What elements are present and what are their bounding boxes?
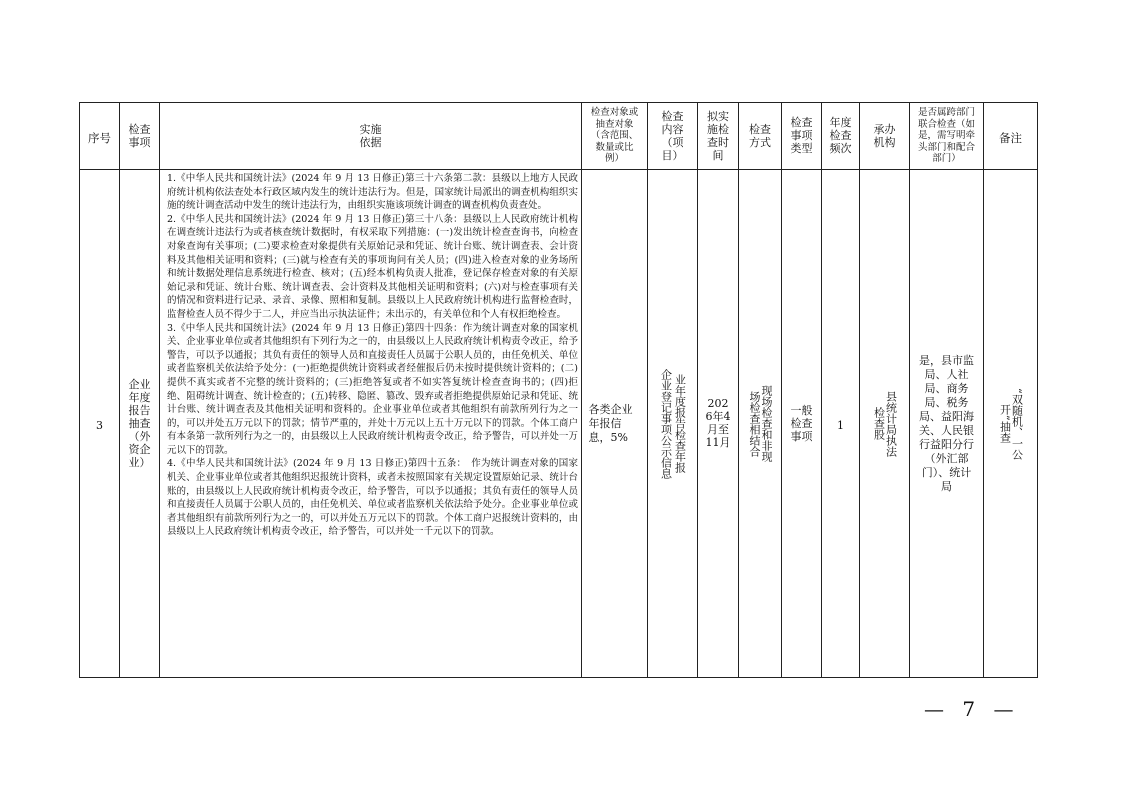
header-freq: 年度检查频次 xyxy=(822,103,860,170)
cell-org xyxy=(860,170,910,678)
header-type: 检查事项类型 xyxy=(782,103,822,170)
content-col-1: 企业登记事项公示信息 xyxy=(659,368,673,479)
basis-paragraph-3: 3.《中华人民共和国统计法》(2024 年 9 月 13 日修正)第四十四条：作为统计调查对象的国家机关、企业事业单位或者其他组织有下列行为之一的，由县级以上人民政府统计机构责令改正，给予警告，可以予以通报；其负有责任的领导人员和直接责任人员属于公职人员的，由任免机关、单位或者监察机关依法给予处分：(一)拒绝提供统计资料或者经催报后仍未按时提供统计资料的；(二)提供不真实或者不完整的统计资料的；(三)拒绝答复或者不如实答复统计检查查询书的；(四)拒绝、阻碍统计调查、统计检查的；(五)转移、隐匿、篡改、毁弃或者拒绝提供原始记录和凭证、统计台账、统计调查表及其他相关证明和资料的。企业事业单位或者其他组织有前款所列行为之一的，可以并处五万元以下的罚款；情节严重的，并处十万元以上五十万元以下的罚款。个体工商户有本条第一款所列行为之一的，由县级以上人民政府统计机构责令改正，给予警告，可以并处一万元以下的罚款。 xyxy=(167,322,578,456)
cell-freq: 1 xyxy=(822,170,860,678)
page-number: — 7 — xyxy=(924,697,1020,721)
basis-paragraph-1: 1.《中华人民共和国统计法》(2024 年 9 月 13 日修正)第三十六条第二款：县级以上地方人民政府统计机构依法查处本行政区域内发生的统计违法行为。但是，国家统计局派出的调查机构组织实施的统计调查活动中发生的统计违法行为，由组织实施该项统计调查的调查机构负责查处。 xyxy=(167,173,578,212)
header-org: 承办机构 xyxy=(860,103,910,170)
basis-paragraph-4: 4.《中华人民共和国统计法》(2024 年 9 月 13 日修正)第四十五条： 作为统计调查对象的国家机关、企业事业单位或者其他组织迟报统计资料，或者未按照国家有关规定设置原始记录、统计台账的，由县级以上人民政府统计机构责令改正，给予警告，可以予以通报；其负有责任的领导人员和直接责任人员属于公职人员的，由任免机关、单位或者监察机关依法给予处分。企业事业单位或者其他组织有前款所列行为之一的，可以并处五万元以下的罚款。个体工商户迟报统计资料的，由县级以上人民政府统计机构责令改正，给予警告，可以并处一千元以下的罚款。 xyxy=(167,458,578,538)
header-joint: 是否属跨部门联合检查（如是，需写明牵头部门和配合部门） xyxy=(910,103,984,170)
note-text: “双随机、一公开”抽查 xyxy=(998,387,1024,460)
basis-paragraph-2: 2.《中华人民共和国统计法》(2024 年 9 月 13 日修正)第三十八条：县级以上人民政府统计机构在调查统计违法行为或者核查统计数据时，有权采取下列措施：(一)发出统计检查查询书，向检查对象查询有关事项；(二)要求检查对象提供有关原始记录和凭证、统计台账、统计调查表、会计资料及其他相关证明和资料；(三)就与检查有关的事项询问有关人员；(四)进入检查对象的业务场所和统计数据处理信息系统进行检查、核对；(五)经本机构负责人批准，登记保存检查对象的有关原始记录和凭证、统计台账、统计调查表、会计资料及其他相关证明和资料；(六)对与检查事项有关的情况和资料进行记录、录音、录像、照相和复制。县级以上人民政府统计机构进行监督检查时，监督检查人员不得少于二人，并应当出示执法证件；未出示的，有关单位和个人有权拒绝检查。 xyxy=(167,213,578,320)
header-time: 拟实施检查时间 xyxy=(698,103,739,170)
table-row xyxy=(80,170,1038,678)
header-target: 检查对象或抽查对象（含范围、数量或比例） xyxy=(582,103,648,170)
header-basis: 实施依据 xyxy=(160,103,582,170)
header-note: 备注 xyxy=(984,103,1038,170)
cell-time: 2026年4月至11月 xyxy=(698,170,739,678)
header-row xyxy=(80,103,1038,170)
cell-content xyxy=(648,170,698,678)
cell-no: 3 xyxy=(80,170,120,678)
cell-type: 一般检查事项 xyxy=(782,170,822,678)
cell-target: 各类企业年报信息，5% xyxy=(582,170,648,678)
org-text: 县统计局执法检查股 xyxy=(872,390,898,457)
cell-note xyxy=(984,170,1038,678)
header-method: 检查方式 xyxy=(739,103,782,170)
cell-basis xyxy=(160,170,582,678)
method-text: 现场检查和非现场检查相结合 xyxy=(748,385,773,462)
cell-joint: 是，县市监局、人社局、商务局、税务局、益阳海关、人民银行益阳分行（外汇部门）、统计局 xyxy=(910,170,984,678)
header-no: 序号 xyxy=(80,103,120,170)
content-col-2: 业年度报告检查年报 xyxy=(673,374,687,473)
cell-item: 企业年度报告抽查（外资企业） xyxy=(120,170,160,678)
header-item: 检查事项 xyxy=(120,103,160,170)
cell-method xyxy=(739,170,782,678)
inspection-table xyxy=(79,102,1038,678)
header-content: 检查内容（项目） xyxy=(648,103,698,170)
